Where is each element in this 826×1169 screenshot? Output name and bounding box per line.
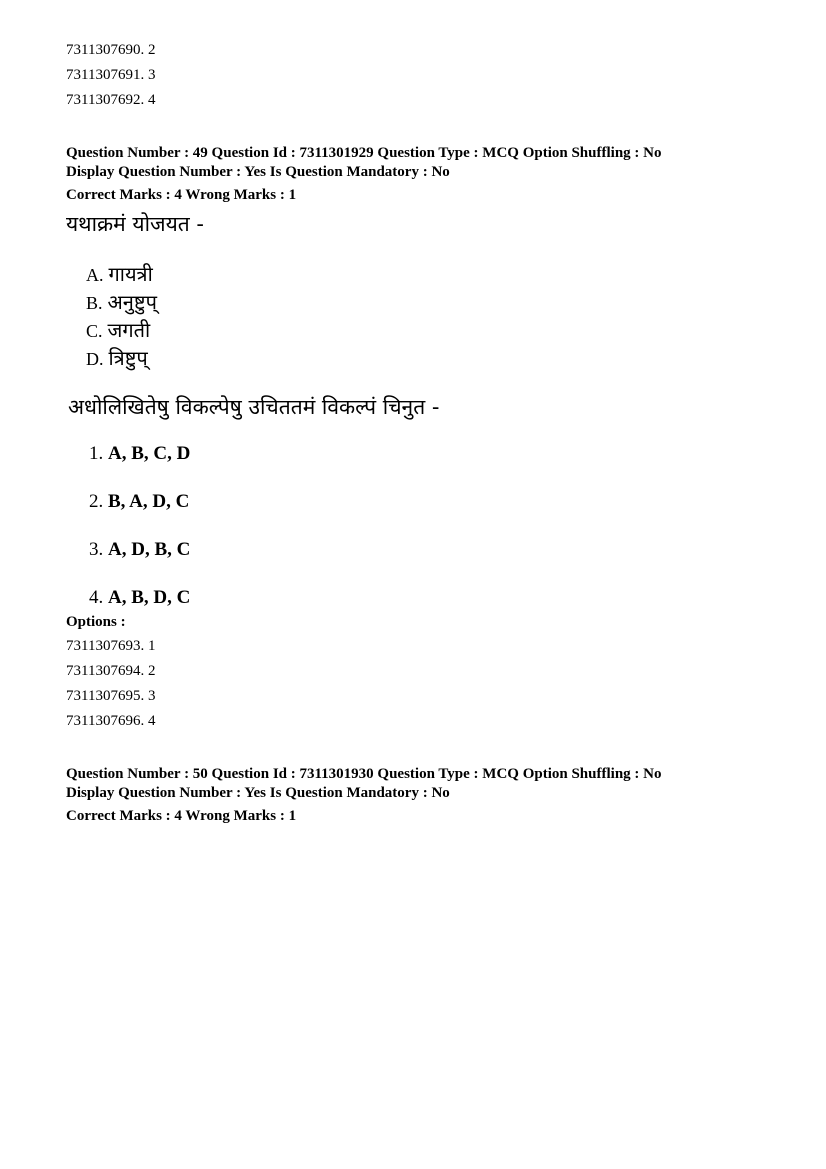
choice-text: A, B, C, D [108,443,191,464]
choice-number: 4. [89,587,104,608]
choice-text: A, D, B, C [108,539,191,560]
option-id: 7311307692 [66,92,141,108]
q50-meta-line-2: Display Question Number : Yes Is Question Mandatory : No [66,785,450,801]
q49-meta-line-1: Question Number : 49 Question Id : 7311301929 Question Type : MCQ Option Shuffling : No [66,145,662,161]
q49-prompt: यथाक्रमं योजयत - [66,212,205,236]
q49-option-line: 7311307696. 4 [66,713,156,729]
item-letter: A. [86,265,104,285]
item-letter: B. [86,293,103,313]
option-number: 1 [147,638,156,654]
option-id: 7311307691 [66,67,141,83]
q49-instruction: अधोलिखितेषु विकल्पेषु उचिततमं विकल्पं चिनुत - [68,395,440,419]
option-id: 7311307690 [66,42,141,58]
item-letter: C. [86,321,103,341]
item-text: गायत्री [108,262,153,286]
q49-item-b [86,289,157,316]
choice-number: 1. [89,443,104,464]
q49-choice-3 [89,538,190,562]
choice-number: 3. [89,539,104,560]
option-number: 3 [147,688,156,704]
option-number: 3 [147,67,156,83]
item-letter: D. [86,349,104,369]
option-id: 7311307695 [66,688,141,704]
prev-option-line: 7311307691. 3 [66,67,156,83]
item-text: जगती [107,318,151,342]
item-text: अनुष्टुप् [107,290,157,314]
q50-meta-line-3: Correct Marks : 4 Wrong Marks : 1 [66,808,297,824]
item-text: त्रिष्टुप् [108,346,148,370]
q49-option-line: 7311307695. 3 [66,688,156,704]
q49-item-d [86,345,148,372]
q49-option-line: 7311307694. 2 [66,663,156,679]
q49-options-label: Options : [66,614,126,630]
option-number: 2 [147,42,156,58]
choice-text: B, A, D, C [108,491,190,512]
q49-item-c [86,317,150,344]
option-number: 4 [147,713,156,729]
prev-option-line: 7311307692. 4 [66,92,156,108]
q49-choice-1 [89,442,190,466]
option-number: 2 [147,663,156,679]
q49-option-line: 7311307693. 1 [66,638,156,654]
choice-number: 2. [89,491,104,512]
option-number: 4 [147,92,156,108]
q49-meta-line-3: Correct Marks : 4 Wrong Marks : 1 [66,187,297,203]
option-id: 7311307696 [66,713,141,729]
q49-item-a [86,261,153,288]
option-id: 7311307693 [66,638,141,654]
q50-meta-line-1: Question Number : 50 Question Id : 7311301930 Question Type : MCQ Option Shuffling : No [66,766,662,782]
option-id: 7311307694 [66,663,141,679]
prev-option-line: 7311307690. 2 [66,42,156,58]
q49-choice-2 [89,490,189,514]
choice-text: A, B, D, C [108,587,191,608]
q49-choice-4 [89,586,190,610]
q49-meta-line-2: Display Question Number : Yes Is Question Mandatory : No [66,164,450,180]
